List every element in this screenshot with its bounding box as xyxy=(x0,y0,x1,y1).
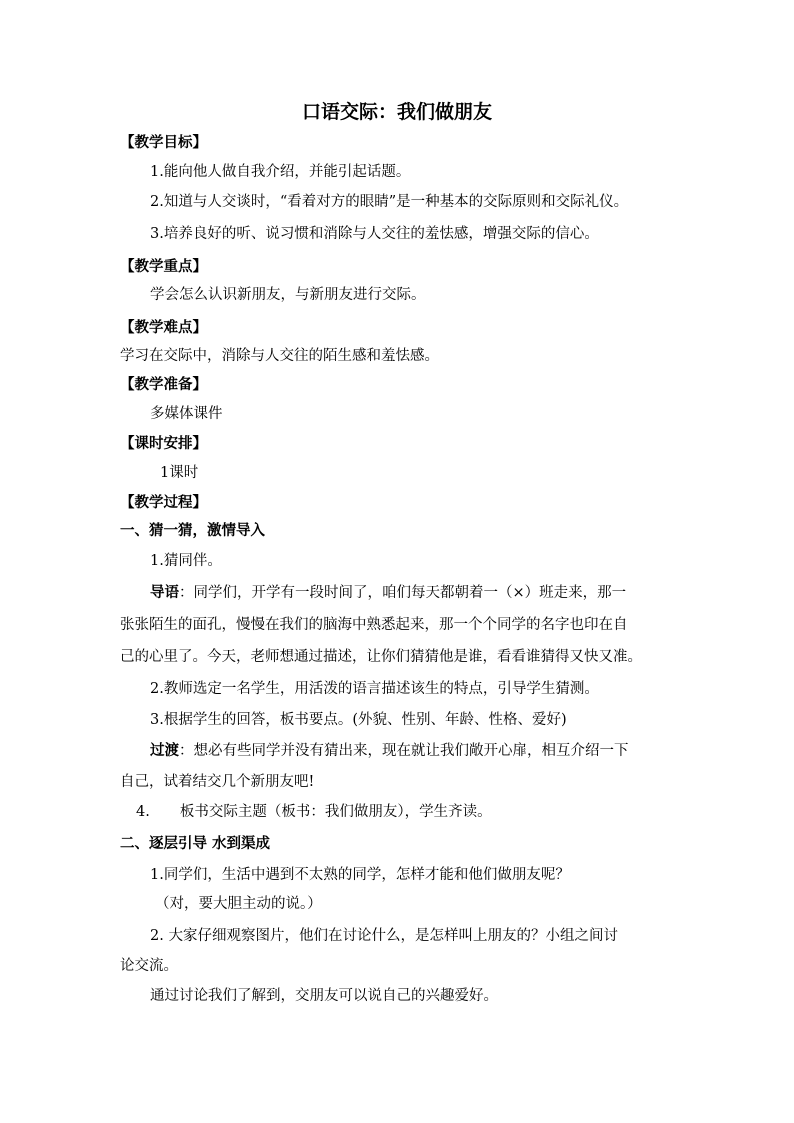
prep-heading: 【教学准备】 xyxy=(120,376,207,393)
part1-item-2: 2.教师选定一名学生，用活泼的语言描述该生的特点，引导学生猜测。 xyxy=(150,681,599,697)
part1-guide-line-1 xyxy=(150,582,626,604)
difficulty-text: 学习在交际中，消除与人交往的陌生感和羞怯感。 xyxy=(120,348,439,364)
schedule-text: 1课时 xyxy=(160,465,199,481)
goal-item-3: 3.培养良好的听、说习惯和消除与人交往的羞怯感，增强交际的信心。 xyxy=(150,226,599,242)
part1-item-3: 3.根据学生的回答，板书要点。(外貌、性别、年龄、性格、爱好) xyxy=(150,712,567,728)
part1-guide-line-3: 己的心里了。今天，老师想通过描述，让你们猜猜他是谁，看看谁猜得又快又准。 xyxy=(120,649,642,665)
part2-item-1: 1.同学们，生活中遇到不太熟的同学，怎样才能和他们做朋友呢？ xyxy=(150,867,570,883)
part2-item-2-line-1: 2. 大家仔细观察图片，他们在讨论什么，是怎样叫上朋友的？小组之间讨 xyxy=(150,928,618,944)
goal-item-2: 2.知道与人交谈时，“看着对方的眼睛”是一种基本的交际原则和交际礼仪。 xyxy=(150,194,629,210)
focus-text: 学会怎么认识新朋友，与新朋友进行交际。 xyxy=(150,287,426,303)
transition-text: ：想必有些同学并没有猜出来，现在就让我们敞开心扉，相互介绍一下 xyxy=(179,743,629,759)
process-heading: 【教学过程】 xyxy=(120,494,207,511)
difficulty-heading: 【教学难点】 xyxy=(120,319,207,336)
part1-heading: 一、猜一猜，激情导入 xyxy=(120,522,265,539)
part1-transition-line-1 xyxy=(150,740,629,762)
part2-item-2-line-2: 论交流。 xyxy=(120,958,178,974)
transition-label: 过渡 xyxy=(150,742,179,759)
guide-label: 导语 xyxy=(150,584,179,601)
goals-heading: 【教学目标】 xyxy=(120,134,207,151)
part1-item-4 xyxy=(136,801,492,823)
part1-transition-line-2: 自己，试着结交几个新朋友吧! xyxy=(120,774,315,790)
part2-heading: 二、逐层引导 水到渠成 xyxy=(120,835,271,852)
prep-text: 多媒体课件 xyxy=(150,406,223,422)
part2-conclusion: 通过讨论我们了解到，交朋友可以说自己的兴趣爱好。 xyxy=(150,988,498,1004)
focus-heading: 【教学重点】 xyxy=(120,258,207,275)
guide-text: ：同学们，开学有一段时间了，咱们每天都朝着一（×）班走来，那一 xyxy=(179,585,627,601)
part2-item-1-answer: （对，要大胆主动的说。） xyxy=(155,896,322,912)
part1-item-1: 1.猜同伴。 xyxy=(150,553,222,569)
page-title: 口语交际：我们做朋友 xyxy=(301,101,492,123)
goal-item-1: 1.能向他人做自我介绍，并能引起话题。 xyxy=(150,164,411,180)
part1-guide-line-2: 张张陌生的面孔，慢慢在我们的脑海中熟悉起来，那一个个同学的名字也印在自 xyxy=(120,617,628,633)
item-4-text: 板书交际主题（板书：我们做朋友），学生齐读。 xyxy=(179,804,492,820)
schedule-heading: 【课时安排】 xyxy=(120,435,207,452)
item-4-number: 4. xyxy=(136,804,150,820)
